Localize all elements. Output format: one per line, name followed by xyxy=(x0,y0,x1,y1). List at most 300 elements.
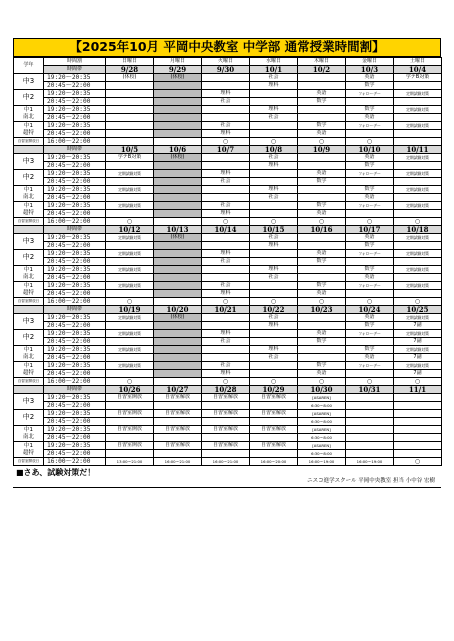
week-time-band-label: 時間帯 xyxy=(44,306,106,314)
date-cell: 10/10 xyxy=(346,146,394,154)
schedule-cell xyxy=(106,338,154,346)
schedule-cell: 理科 xyxy=(202,210,250,218)
schedule-cell xyxy=(394,258,442,266)
date-cell: 10/13 xyxy=(154,226,202,234)
schedule-cell xyxy=(394,242,442,250)
self-study-cell: 16:00～21:00 xyxy=(154,458,202,466)
schedule-cell xyxy=(298,186,346,194)
schedule-cell xyxy=(298,74,346,82)
class-row xyxy=(14,242,442,250)
schedule-cell: 定期試験対策 xyxy=(394,122,442,130)
date-cell: 11/1 xyxy=(394,386,442,394)
schedule-cell: 自習室開放 xyxy=(106,426,154,434)
grade-name: 中1 xyxy=(24,362,33,369)
schedule-cell xyxy=(394,418,442,426)
schedule-cell: 定期試験対策 xyxy=(106,250,154,258)
class-row xyxy=(14,394,442,402)
grade-group: 超特 xyxy=(22,289,34,296)
schedule-cell: [ASAREN] xyxy=(298,426,346,434)
time-slot: 20:45～22:00 xyxy=(44,290,106,298)
schedule-cell: (休校) xyxy=(106,74,154,82)
schedule-cell: 6:30～8:00 xyxy=(298,418,346,426)
date-cell: 10/25 xyxy=(394,306,442,314)
date-cell: 10/14 xyxy=(202,226,250,234)
grade-label: 中2 xyxy=(14,410,44,426)
time-slot: 19:20～20:35 xyxy=(44,442,106,450)
self-study-cell xyxy=(154,298,202,306)
self-study-cell xyxy=(154,218,202,226)
date-cell: 10/12 xyxy=(106,226,154,234)
grade-group: 超特 xyxy=(22,449,34,456)
schedule-cell: 7副 xyxy=(394,354,442,362)
schedule-cell: 英語 xyxy=(346,114,394,122)
class-row xyxy=(14,322,442,330)
time-slot: 19:20～20:35 xyxy=(44,330,106,338)
timetable-grid xyxy=(13,57,442,466)
class-row xyxy=(14,122,442,130)
schedule-cell xyxy=(346,290,394,298)
schedule-cell: 社会 xyxy=(250,314,298,322)
time-slot: 19:20～20:35 xyxy=(44,170,106,178)
schedule-cell: 理科 xyxy=(202,290,250,298)
schedule-cell xyxy=(202,114,250,122)
schedule-cell xyxy=(298,242,346,250)
schedule-cell: 数学 xyxy=(298,202,346,210)
schedule-cell: 学テB対策 xyxy=(106,154,154,162)
time-slot: 19:20～20:35 xyxy=(44,74,106,82)
schedule-cell: 定期試験対策 xyxy=(106,266,154,274)
schedule-cell: 自習室解放 xyxy=(154,394,202,402)
date-cell: 10/9 xyxy=(298,146,346,154)
schedule-cell: フォローデー xyxy=(346,330,394,338)
timetable-sheet xyxy=(13,38,441,488)
schedule-cell xyxy=(250,170,298,178)
date-cell: 10/7 xyxy=(202,146,250,154)
schedule-cell xyxy=(394,210,442,218)
schedule-cell: 定期試験対策 xyxy=(394,202,442,210)
date-cell: 10/17 xyxy=(346,226,394,234)
footer-slogan: ■さあ、試験対策だ！ xyxy=(16,468,96,477)
schedule-cell xyxy=(154,338,202,346)
date-cell: 10/26 xyxy=(106,386,154,394)
self-study-cell: ○ xyxy=(298,378,346,386)
class-row xyxy=(14,402,442,410)
schedule-cell xyxy=(154,130,202,138)
grade-label: 中2 xyxy=(14,250,44,266)
schedule-cell xyxy=(298,162,346,170)
schedule-cell: 数学 xyxy=(346,266,394,274)
schedule-cell xyxy=(154,450,202,458)
schedule-cell xyxy=(250,258,298,266)
grade-label: 中3 xyxy=(14,314,44,330)
schedule-cell xyxy=(202,402,250,410)
schedule-cell: 自習室解放 xyxy=(154,410,202,418)
schedule-cell: 定期試験対策 xyxy=(106,362,154,370)
schedule-cell: 定期試験対策 xyxy=(394,362,442,370)
self-study-time: 16:00～22:00 xyxy=(44,298,106,306)
date-cell: 10/27 xyxy=(154,386,202,394)
class-row xyxy=(14,346,442,354)
grade-name: 中1 xyxy=(24,122,33,129)
schedule-cell xyxy=(394,114,442,122)
schedule-cell: 定期試験対策 xyxy=(106,346,154,354)
schedule-cell xyxy=(202,354,250,362)
class-row xyxy=(14,362,442,370)
date-cell: 10/11 xyxy=(394,146,442,154)
self-study-cell: ○ xyxy=(106,218,154,226)
schedule-cell xyxy=(154,194,202,202)
schedule-cell: 数学 xyxy=(298,98,346,106)
time-slot: 19:20～20:35 xyxy=(44,346,106,354)
schedule-cell: (休校) xyxy=(154,154,202,162)
class-row xyxy=(14,130,442,138)
time-slot: 19:20～20:35 xyxy=(44,122,106,130)
schedule-cell: フォローデー xyxy=(346,202,394,210)
date-cell: 10/31 xyxy=(346,386,394,394)
schedule-cell xyxy=(106,98,154,106)
schedule-cell xyxy=(154,122,202,130)
schedule-cell xyxy=(106,242,154,250)
self-study-cell: ○ xyxy=(106,298,154,306)
schedule-cell: 英語 xyxy=(298,370,346,378)
schedule-cell xyxy=(346,210,394,218)
schedule-cell xyxy=(106,370,154,378)
schedule-cell xyxy=(202,450,250,458)
day-name-header: 土曜日 xyxy=(394,58,442,66)
time-slot: 19:20～20:35 xyxy=(44,314,106,322)
schedule-cell: 自習室解放 xyxy=(202,426,250,434)
schedule-cell xyxy=(154,250,202,258)
week-time-band-label: 時間帯 xyxy=(44,66,106,74)
schedule-cell: 英語 xyxy=(346,194,394,202)
schedule-cell xyxy=(250,130,298,138)
week-date-row xyxy=(14,386,442,394)
time-slot: 20:45～22:00 xyxy=(44,434,106,442)
time-slot: 19:20～20:35 xyxy=(44,186,106,194)
schedule-cell xyxy=(154,290,202,298)
schedule-cell xyxy=(202,82,250,90)
time-slot: 20:45～22:00 xyxy=(44,322,106,330)
schedule-cell xyxy=(106,114,154,122)
week-date-row xyxy=(14,226,442,234)
schedule-cell xyxy=(298,82,346,90)
class-row xyxy=(14,194,442,202)
schedule-cell xyxy=(346,402,394,410)
self-study-cell: ○ xyxy=(394,298,442,306)
class-row xyxy=(14,266,442,274)
self-study-cell: ○ xyxy=(298,218,346,226)
grade-label: 中2 xyxy=(14,170,44,186)
time-slot: 20:45～22:00 xyxy=(44,130,106,138)
week-spacer xyxy=(14,146,44,154)
schedule-cell: 自習室解放 xyxy=(154,442,202,450)
schedule-cell xyxy=(154,330,202,338)
schedule-cell: 学テB対策 xyxy=(394,74,442,82)
schedule-cell xyxy=(394,426,442,434)
class-row xyxy=(14,154,442,162)
schedule-cell: 7副 xyxy=(394,370,442,378)
time-slot: 20:45～22:00 xyxy=(44,242,106,250)
week-spacer xyxy=(14,226,44,234)
schedule-cell xyxy=(154,106,202,114)
class-row xyxy=(14,186,442,194)
schedule-cell: 英語 xyxy=(298,170,346,178)
schedule-cell xyxy=(106,130,154,138)
schedule-cell: 社会 xyxy=(202,282,250,290)
schedule-cell: 社会 xyxy=(250,234,298,242)
schedule-cell: 自習室開放 xyxy=(106,394,154,402)
time-slot: 20:45～22:00 xyxy=(44,338,106,346)
self-study-time: 16:00～22:00 xyxy=(44,378,106,386)
schedule-cell: 自習室解放 xyxy=(202,442,250,450)
schedule-cell xyxy=(346,130,394,138)
schedule-cell: 数学 xyxy=(346,106,394,114)
schedule-cell: フォローデー xyxy=(346,170,394,178)
self-study-cell: 16:00～20:00 xyxy=(250,458,298,466)
schedule-cell: 英語 xyxy=(298,290,346,298)
schedule-cell: 6:30～8:00 xyxy=(298,402,346,410)
schedule-cell xyxy=(106,106,154,114)
schedule-cell: 社会 xyxy=(202,338,250,346)
date-cell: 10/18 xyxy=(394,226,442,234)
schedule-cell: 定期試験対策 xyxy=(106,186,154,194)
schedule-cell xyxy=(298,114,346,122)
schedule-cell: 数学 xyxy=(298,122,346,130)
self-study-cell: ○ xyxy=(250,218,298,226)
schedule-cell xyxy=(202,194,250,202)
class-row xyxy=(14,426,442,434)
day-name-header: 火曜日 xyxy=(202,58,250,66)
self-study-cell: ○ xyxy=(250,378,298,386)
time-slot: 19:20～20:35 xyxy=(44,234,106,242)
grade-label xyxy=(14,442,44,458)
schedule-cell: フォローデー xyxy=(346,122,394,130)
class-row xyxy=(14,90,442,98)
date-cell: 10/21 xyxy=(202,306,250,314)
class-row xyxy=(14,106,442,114)
schedule-cell: 英語 xyxy=(346,234,394,242)
day-name-header: 日曜日 xyxy=(106,58,154,66)
self-study-cell: ○ xyxy=(202,138,250,146)
schedule-cell xyxy=(250,330,298,338)
schedule-cell: 英語 xyxy=(346,354,394,362)
schedule-cell: 社会 xyxy=(202,362,250,370)
schedule-cell: 自習室解放 xyxy=(202,410,250,418)
time-slot: 20:45～22:00 xyxy=(44,258,106,266)
time-slot: 20:45～22:00 xyxy=(44,210,106,218)
schedule-cell xyxy=(250,402,298,410)
schedule-cell: 数学 xyxy=(298,178,346,186)
schedule-cell xyxy=(154,242,202,250)
schedule-cell: 社会 xyxy=(250,74,298,82)
time-slot: 19:20～20:35 xyxy=(44,250,106,258)
schedule-cell: 6:30～8:00 xyxy=(298,434,346,442)
date-cell: 10/30 xyxy=(298,386,346,394)
grade-group: 南北 xyxy=(22,353,34,360)
date-cell: 9/28 xyxy=(106,66,154,74)
date-cell: 10/5 xyxy=(106,146,154,154)
date-cell: 10/23 xyxy=(298,306,346,314)
schedule-cell: 定期試験対策 xyxy=(106,170,154,178)
schedule-cell: 理科 xyxy=(250,106,298,114)
schedule-cell xyxy=(394,130,442,138)
schedule-cell: (休校) xyxy=(154,74,202,82)
schedule-cell: 6:30～8:00 xyxy=(298,450,346,458)
time-slot: 20:45～22:00 xyxy=(44,114,106,122)
date-cell: 10/19 xyxy=(106,306,154,314)
self-study-cell: ○ xyxy=(346,138,394,146)
schedule-cell xyxy=(394,394,442,402)
self-study-cell xyxy=(154,138,202,146)
time-slot: 19:20～20:35 xyxy=(44,282,106,290)
grade-column-header: 学年 xyxy=(14,58,44,74)
schedule-cell xyxy=(154,322,202,330)
schedule-cell xyxy=(154,258,202,266)
week-time-band-label: 時間帯 xyxy=(44,226,106,234)
schedule-cell: 自習室解放 xyxy=(250,442,298,450)
schedule-cell: 理科 xyxy=(202,330,250,338)
grade-name: 中1 xyxy=(24,426,33,433)
self-study-time: 16:00～22:00 xyxy=(44,218,106,226)
self-study-cell: ○ xyxy=(394,378,442,386)
schedule-cell xyxy=(154,170,202,178)
page-title: 【2025年10月 平岡中央教室 中学部 通常授業時間割】 xyxy=(13,38,441,57)
schedule-cell: 理科 xyxy=(202,170,250,178)
schedule-cell: 理科 xyxy=(250,162,298,170)
date-cell: 10/2 xyxy=(298,66,346,74)
schedule-cell xyxy=(298,322,346,330)
date-cell: 10/24 xyxy=(346,306,394,314)
date-cell: 10/29 xyxy=(250,386,298,394)
schedule-cell xyxy=(154,98,202,106)
grade-label xyxy=(14,122,44,138)
schedule-cell: 数学 xyxy=(346,186,394,194)
self-study-cell: ○ xyxy=(346,298,394,306)
schedule-cell: 社会 xyxy=(250,194,298,202)
schedule-cell xyxy=(154,346,202,354)
class-row xyxy=(14,410,442,418)
schedule-cell: (休校) xyxy=(154,314,202,322)
schedule-cell xyxy=(202,346,250,354)
grade-label: 中2 xyxy=(14,90,44,106)
schedule-cell xyxy=(298,314,346,322)
day-name-header: 月曜日 xyxy=(154,58,202,66)
class-row xyxy=(14,82,442,90)
schedule-cell: 英語 xyxy=(298,210,346,218)
grade-group: 南北 xyxy=(22,273,34,280)
self-study-cell: ○ xyxy=(202,298,250,306)
self-study-cell xyxy=(394,138,442,146)
self-study-time: 16:00～22:00 xyxy=(44,138,106,146)
schedule-cell: 理科 xyxy=(250,242,298,250)
class-row xyxy=(14,274,442,282)
schedule-cell xyxy=(202,74,250,82)
schedule-cell xyxy=(346,178,394,186)
date-cell: 10/8 xyxy=(250,146,298,154)
grade-group: 南北 xyxy=(22,433,34,440)
class-row xyxy=(14,338,442,346)
class-row xyxy=(14,330,442,338)
schedule-cell: 英語 xyxy=(298,250,346,258)
schedule-cell xyxy=(202,322,250,330)
grade-name: 中1 xyxy=(24,186,33,193)
schedule-cell xyxy=(394,162,442,170)
time-slot: 20:45～22:00 xyxy=(44,194,106,202)
schedule-cell xyxy=(298,154,346,162)
class-row xyxy=(14,258,442,266)
schedule-cell: 定期試験対策 xyxy=(394,266,442,274)
schedule-cell xyxy=(154,186,202,194)
schedule-cell: 理科 xyxy=(250,266,298,274)
schedule-cell xyxy=(202,106,250,114)
schedule-cell: 数学 xyxy=(298,282,346,290)
time-slot: 19:20～20:35 xyxy=(44,426,106,434)
schedule-cell: 社会 xyxy=(202,178,250,186)
schedule-cell xyxy=(154,202,202,210)
self-study-cell: ○ xyxy=(298,298,346,306)
schedule-cell: 数学 xyxy=(298,258,346,266)
time-slot: 20:45～22:00 xyxy=(44,162,106,170)
schedule-cell: フォローデー xyxy=(346,282,394,290)
date-cell: 10/20 xyxy=(154,306,202,314)
self-study-cell: ○ xyxy=(298,138,346,146)
schedule-cell: 数学 xyxy=(346,242,394,250)
class-row xyxy=(14,418,442,426)
schedule-cell xyxy=(250,282,298,290)
class-row xyxy=(14,434,442,442)
grade-label xyxy=(14,426,44,442)
schedule-cell xyxy=(154,162,202,170)
schedule-cell: 自習室解放 xyxy=(250,410,298,418)
schedule-cell: 定期試験対策 xyxy=(394,106,442,114)
class-row xyxy=(14,290,442,298)
schedule-cell xyxy=(106,402,154,410)
self-study-cell: 13:00～21:00 xyxy=(106,458,154,466)
schedule-cell xyxy=(154,210,202,218)
self-study-label: 自習室開放日 xyxy=(14,458,44,466)
schedule-cell xyxy=(106,274,154,282)
self-study-row xyxy=(14,138,442,146)
schedule-cell: [ASAREN] xyxy=(298,442,346,450)
schedule-cell xyxy=(154,178,202,186)
schedule-cell xyxy=(298,354,346,362)
time-slot: 19:20～20:35 xyxy=(44,90,106,98)
schedule-cell xyxy=(154,114,202,122)
schedule-cell xyxy=(346,434,394,442)
grade-label: 中3 xyxy=(14,234,44,250)
class-row xyxy=(14,178,442,186)
week-spacer xyxy=(14,306,44,314)
schedule-cell: 理科 xyxy=(250,82,298,90)
schedule-cell xyxy=(250,202,298,210)
schedule-cell xyxy=(250,122,298,130)
self-study-row xyxy=(14,378,442,386)
self-study-cell: ○ xyxy=(394,458,442,466)
week-time-band-label: 時間帯 xyxy=(44,146,106,154)
schedule-cell: 理科 xyxy=(202,250,250,258)
schedule-cell: 数学 xyxy=(298,362,346,370)
schedule-cell xyxy=(346,426,394,434)
schedule-cell: 数学 xyxy=(346,322,394,330)
time-slot: 20:45～22:00 xyxy=(44,402,106,410)
schedule-cell xyxy=(106,90,154,98)
date-cell: 10/6 xyxy=(154,146,202,154)
self-study-cell: 16:00～19:00 xyxy=(346,458,394,466)
schedule-cell: 理科 xyxy=(202,130,250,138)
schedule-cell xyxy=(250,434,298,442)
class-row xyxy=(14,450,442,458)
schedule-cell: 理科 xyxy=(202,370,250,378)
